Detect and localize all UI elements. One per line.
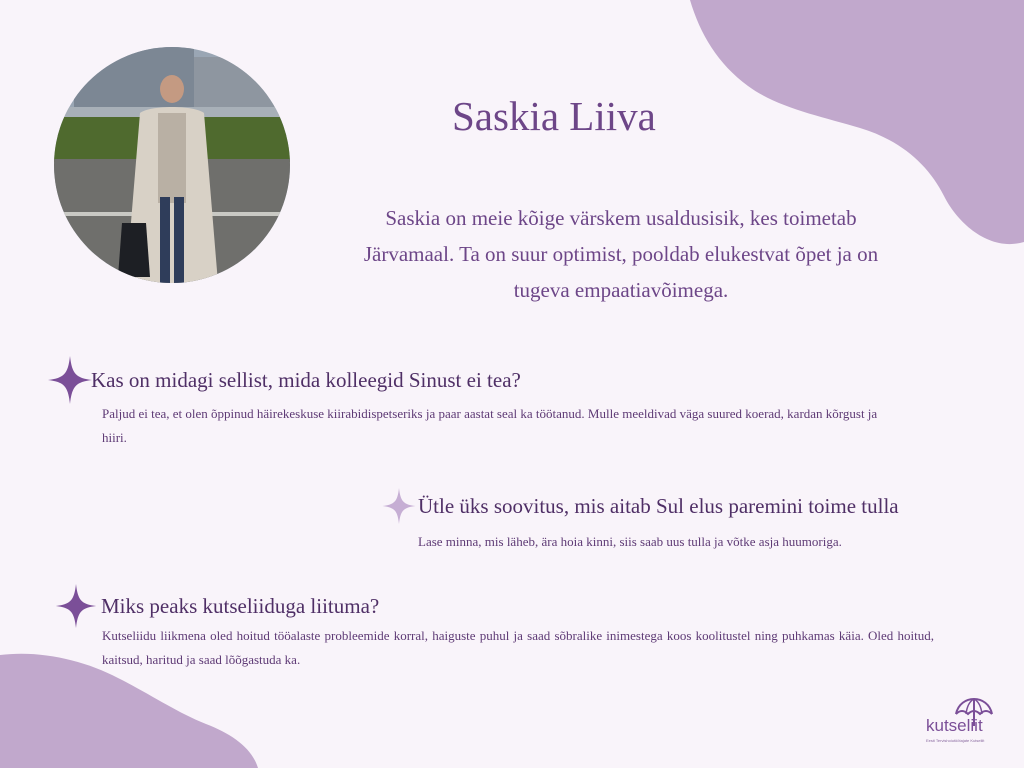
kutseliit-logo [926,698,996,746]
question-1: Kas on midagi sellist, mida kolleegid Sinust ei tea? [91,368,521,392]
answer-1: Paljud ei tea, et olen õppinud häirekeskuse kiirabidispetseriks ja paar aastat seal ka töötanud. Mulle meeldivad väga suured koerad, kardan kõrgust ja hiiri. [102,406,878,445]
profile-name: Saskia Liiva [452,93,656,139]
sparkle-icon [382,488,416,524]
logo-text: kutseliit [926,716,983,735]
profile-photo [54,47,290,283]
question-2: Ütle üks soovitus, mis aitab Sul elus paremini toime tulla [418,494,899,518]
sparkle-icon [48,356,92,404]
sparkle-icon [54,584,98,628]
logo-tagline: Eesti Tervishoiutöötajate Kutseliit [926,738,985,743]
profile-intro: Saskia on meie kõige värskem usaldusisik, kes toimetab Järvamaal. Ta on suur optimist, pooldab elukestvat õpet ja on tugeva empaatiavõimega. [363,206,879,302]
answer-2: Lase minna, mis läheb, ära hoia kinni, siis saab uus tulla ja võtke asja huumoriga. [418,534,842,549]
question-3: Miks peaks kutseliiduga liituma? [101,594,380,618]
answer-3: Kutseliidu liikmena oled hoitud tööalaste probleemide korral, haiguste puhul ja saad sõbralike inimestega koos koolitustel ning puhkamas käia. Oled hoitud, kaitsud, haritud ja saad lõõgastuda ka. [102,628,934,667]
